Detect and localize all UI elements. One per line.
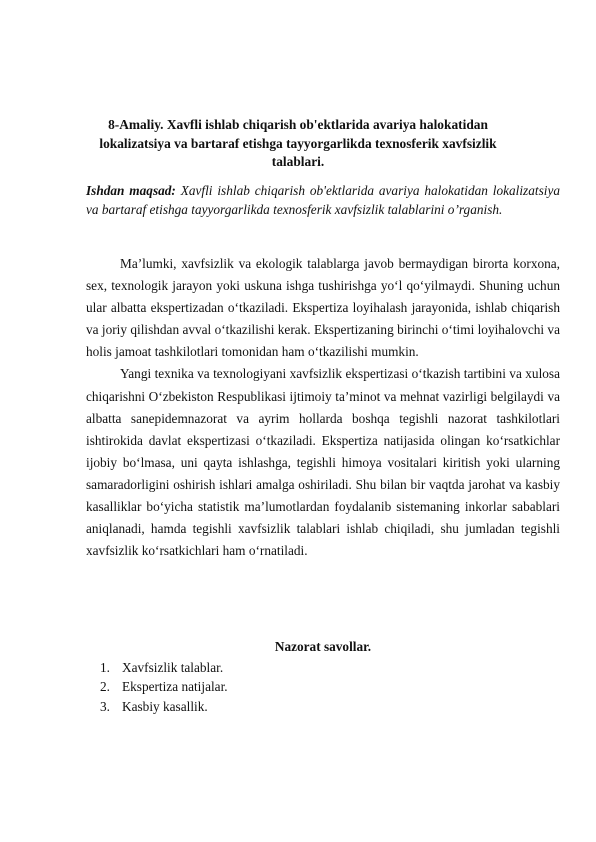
page-title (86, 116, 510, 172)
list-number: 2. (100, 679, 110, 695)
questions-list (100, 658, 228, 716)
paragraph: Ma’lumki, xavfsizlik va ekologik talablarga javob bermaydigan birorta korxona, sex, texnologik jarayon yoki uskuna ishga tushirishga yo‘l qo‘yilmaydi. Shuning uchun ular albatta ekspertizadan o‘tkaziladi. Ekspertiza loyihalash jarayonida, ishlab chiqarish va joriy qilishdan avval o‘tkazilishi kerak. Ekspertizaning birinchi o‘timi loyihalovchi va holis jamoat tashkilotlari tomonidan ham o‘tkazilishi mumkin. (86, 256, 560, 360)
list-item (100, 658, 228, 677)
title-line: 8-Amaliy. Xavfli ishlab chiqarish ob'ektlarida avariya halokatidan (108, 117, 488, 132)
list-text: Ekspertiza natijalar. (122, 679, 228, 695)
list-number: 3. (100, 698, 110, 714)
questions-heading: Nazorat savollar. (274, 639, 372, 654)
title-line: talablari. (271, 154, 325, 169)
title-line: lokalizatsiya va bartaraf etishga tayyorgarlikda texnosferik xavfsizlik (99, 135, 497, 151)
paragraph: Yangi texnika va texnologiyani xavfsizlik ekspertizasi o‘tkazish tartibini va xulosa chiqarishni O‘zbekiston Respublikasi ijtimoiy ta’minot va mehnat vazirligi belgilaydi va albatta sanepidemnazorat va ayrim hollarda boshqa tegishli nazorat tashkilotlari ishtirokida davlat ekspertizasi o‘tkaziladi. Ekspertiza natijasida olingan ko‘rsatkichlar ijobiy bo‘lmasa, uni qayta ishlashga, tegishli himoya vositalari kiritish yoki ularning samaradorligini oshirish ishlari amalga oshiriladi. Shu bilan bir vaqtda jarohat va kasbiy kasalliklar bo‘yicha statistik ma’lumotlardan foydalanib sistemaning inkorlar sabablari aniqlanadi, hamda tegishli xavfsizlik talablari ishlab chiqiladi, shu jumladan tegishli xavfsizlik ko‘rsatkichlari ham o‘rnatiladi. (86, 366, 560, 559)
list-item (100, 697, 228, 716)
list-number: 1. (100, 660, 110, 675)
list-text: Xavfsizlik talablar. (122, 660, 224, 675)
list-text: Kasbiy kasallik. (122, 698, 208, 714)
goal-paragraph (86, 182, 560, 219)
list-item (100, 677, 228, 696)
goal-text: Xavfli ishlab chiqarish ob'ektlarida avariya halokatidan lokalizatsiya va bartaraf etishga tayyorgarlikda texnosferik xavfsizlik talablarini o’rganish. (86, 183, 560, 217)
goal-label: Ishdan maqsad: (86, 183, 176, 198)
body-text (86, 253, 560, 562)
